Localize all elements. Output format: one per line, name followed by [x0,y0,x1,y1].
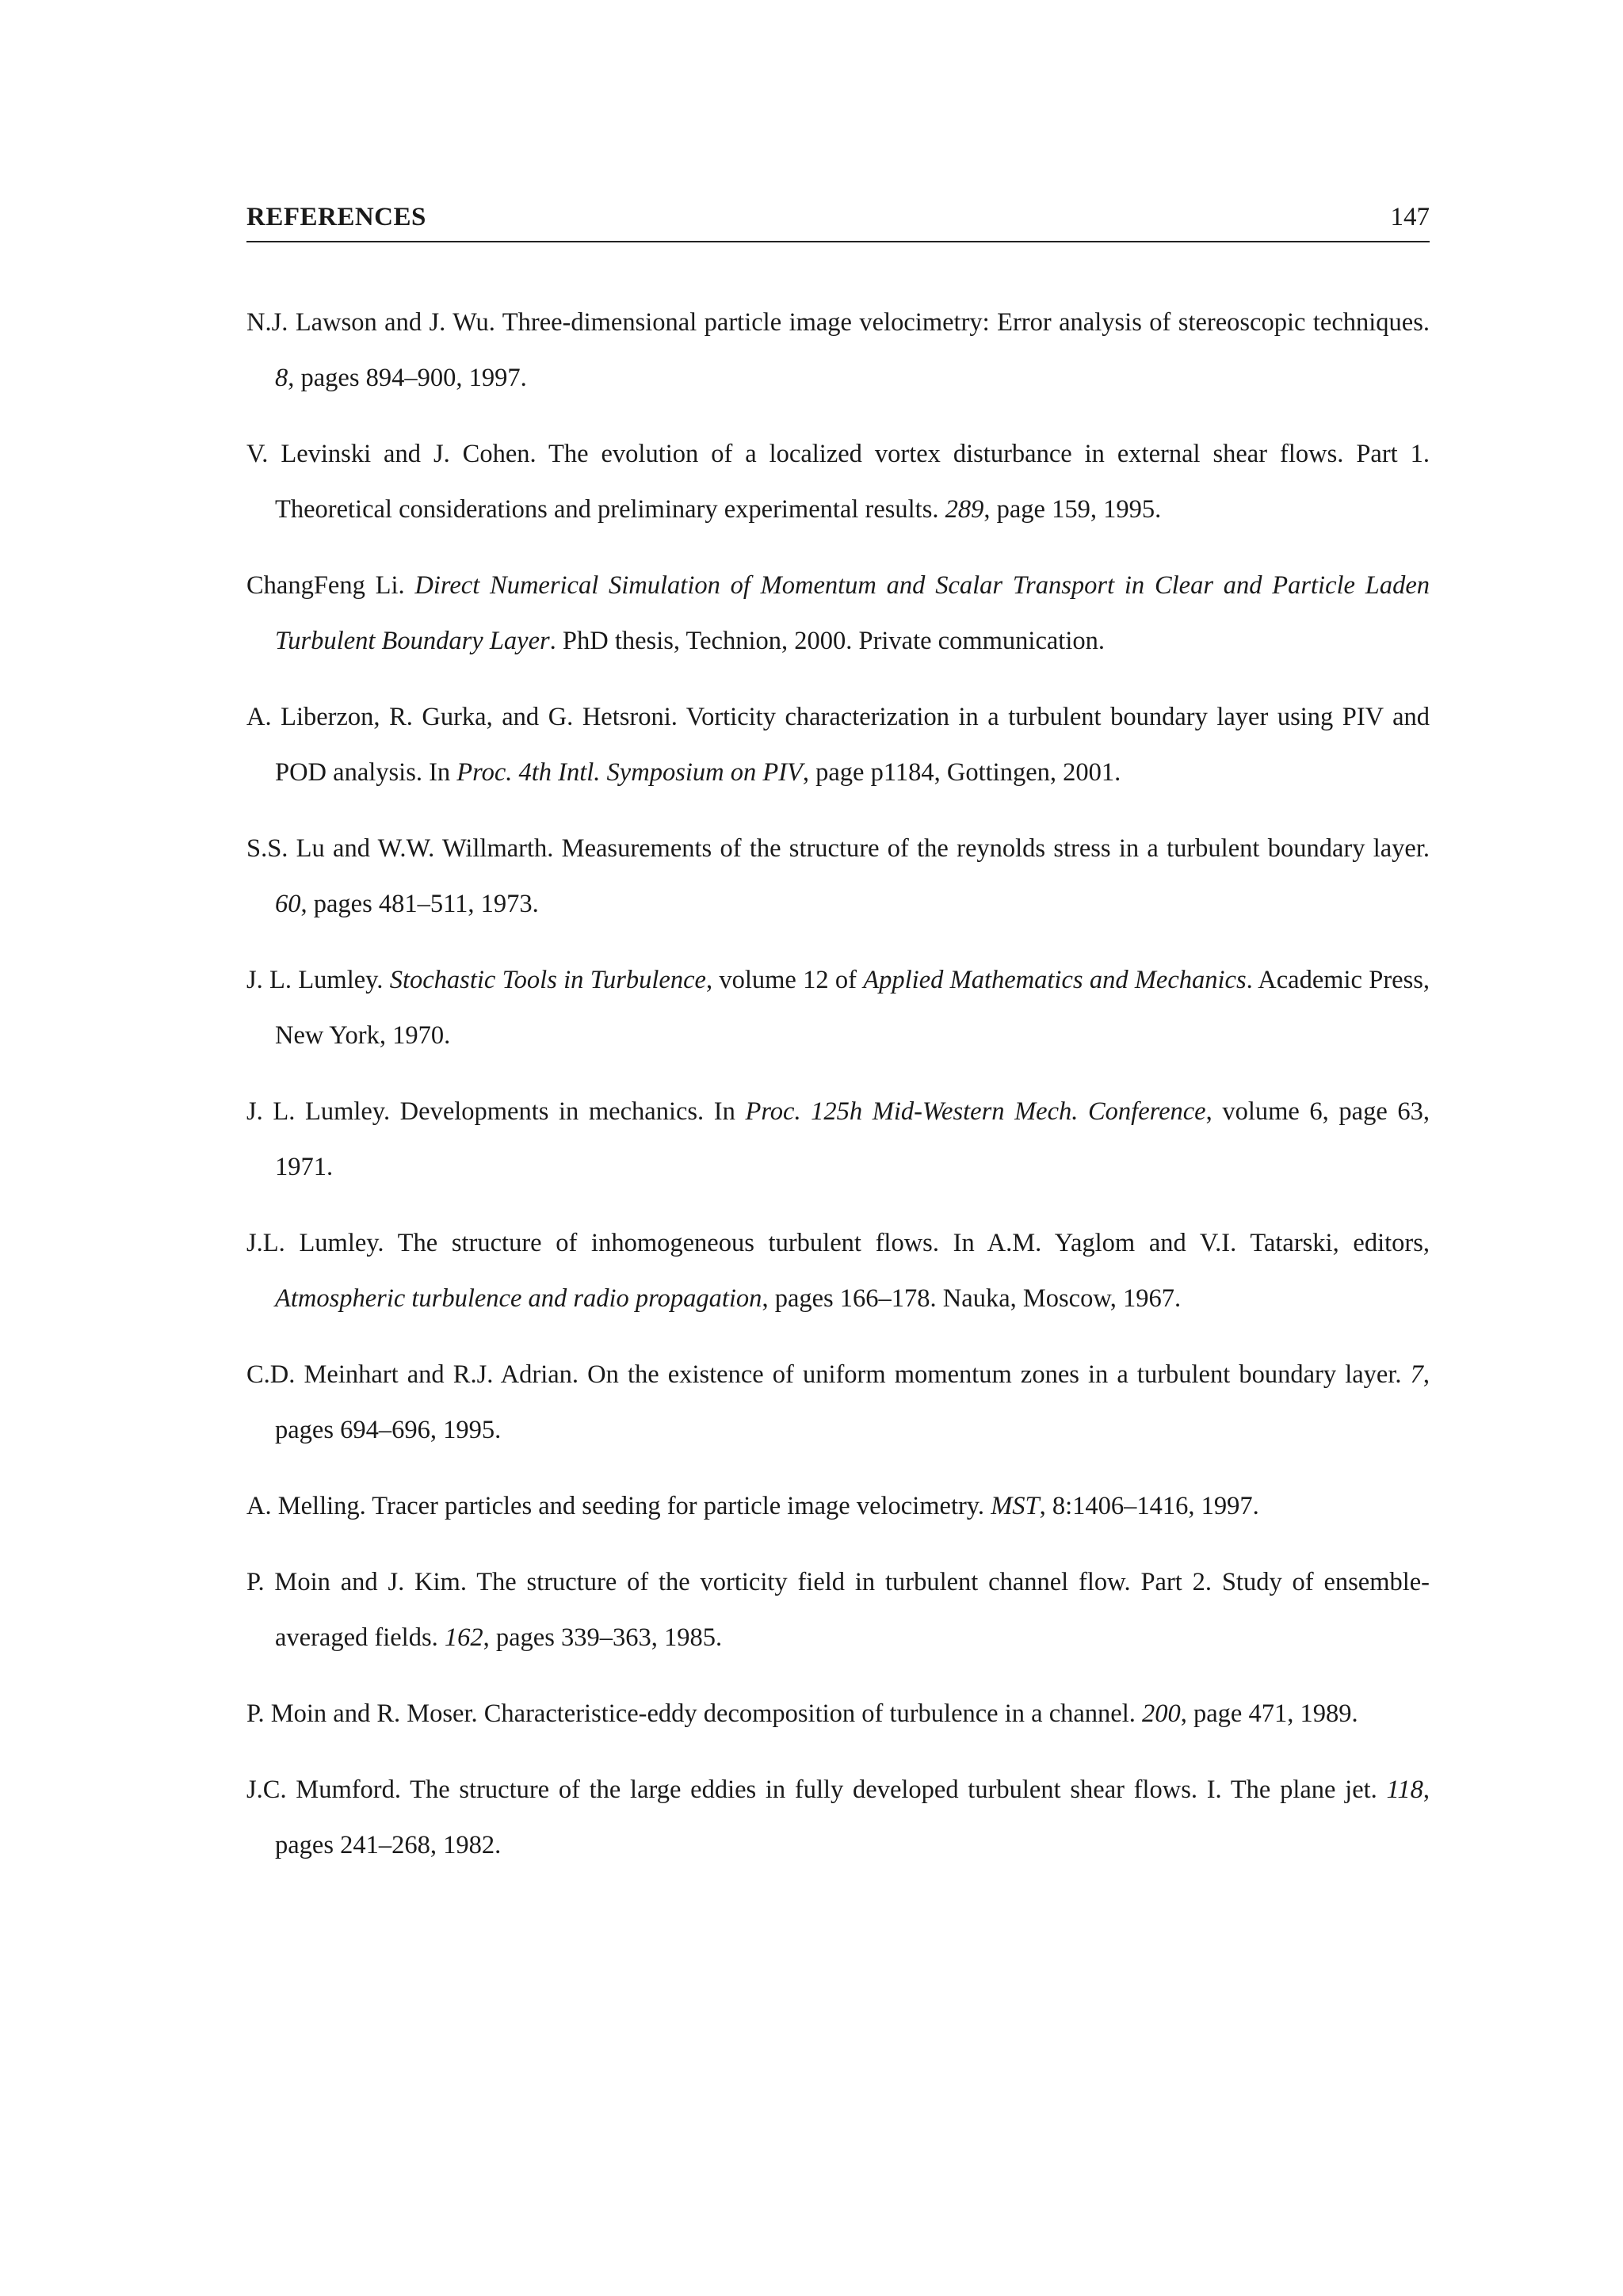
reference-text: P. Moin and J. Kim. The structure of the vorticity field in turbulent channel flow. Part 2. Study of ensemble-averaged fields. [246,1568,1430,1652]
reference-italic-text: Applied Mathematics and Mechanics [863,966,1247,994]
reference-entry [246,1762,1430,1873]
reference-entry [246,1084,1430,1195]
reference-text: J.L. Lumley. The structure of inhomogeneous turbulent flows. In A.M. Yaglom and V.I. Tatarski, editors, [246,1229,1430,1257]
reference-entry [246,952,1430,1063]
reference-entry [246,1347,1430,1458]
reference-text: . PhD thesis, Technion, 2000. Private communication. [549,627,1105,655]
reference-text: , volume 6, page 63, 1971. [275,1097,1430,1181]
reference-italic-text: Proc. 125h Mid-Western Mech. Conference [745,1097,1206,1126]
reference-entry [246,558,1430,669]
reference-text: , 8:1406–1416, 1997. [1039,1492,1259,1520]
reference-text: , pages 481–511, 1973. [300,890,539,918]
reference-text: , page 159, 1995. [983,495,1162,524]
reference-text: , pages 339–363, 1985. [483,1623,723,1652]
reference-italic-text: 60 [275,890,301,918]
reference-entry [246,1215,1430,1326]
reference-text: , pages 694–696, 1995. [275,1360,1430,1444]
reference-italic-text: 8 [275,364,288,392]
page-header [246,203,1430,242]
reference-text: , pages 894–900, 1997. [288,364,527,392]
reference-text: , pages 166–178. Nauka, Moscow, 1967. [762,1284,1182,1313]
reference-entry [246,295,1430,406]
reference-text: , page 471, 1989. [1180,1699,1358,1728]
reference-text: , page p1184, Gottingen, 2001. [802,758,1121,787]
reference-entry [246,1686,1430,1741]
reference-text: J. L. Lumley. Developments in mechanics. In [246,1097,746,1126]
reference-text: C.D. Meinhart and R.J. Adrian. On the existence of uniform momentum zones in a turbulent boundary layer. [246,1360,1411,1389]
reference-italic-text: 200 [1142,1699,1181,1728]
reference-text: . Academic Press, New York, 1970. [275,966,1430,1050]
reference-entry [246,1554,1430,1665]
running-head: REFERENCES [246,203,426,231]
reference-entry [246,426,1430,537]
reference-text: V. Levinski and J. Cohen. The evolution of a localized vortex disturbance in external shear flows. Part 1. Theoretical considerations and preliminary experimental results. [246,440,1430,524]
reference-italic-text: Stochastic Tools in Turbulence [389,966,706,994]
reference-italic-text: Proc. 4th Intl. Symposium on PIV [456,758,803,787]
reference-text: A. Liberzon, R. Gurka, and G. Hetsroni. Vorticity characterization in a turbulent boundary layer using PIV and POD analysis. In [246,703,1430,787]
reference-italic-text: Atmospheric turbulence and radio propagation [275,1284,762,1313]
reference-text: S.S. Lu and W.W. Willmarth. Measurements of the structure of the reynolds stress in a turbulent boundary layer. [246,834,1430,863]
reference-text: J. L. Lumley. [246,966,390,994]
reference-italic-text: Direct Numerical Simulation of Momentum and Scalar Transport in Clear and Particle Laden Turbulent Boundary Layer [275,571,1430,655]
reference-text: , pages 241–268, 1982. [275,1775,1430,1859]
reference-entry [246,821,1430,932]
reference-italic-text: 118 [1386,1775,1423,1804]
reference-list [246,295,1430,1894]
reference-italic-text: 7 [1410,1360,1423,1389]
reference-text: J.C. Mumford. The structure of the large eddies in fully developed turbulent shear flows. I. The plane jet. [246,1775,1387,1804]
page-number: 147 [1390,203,1430,231]
reference-text: N.J. Lawson and J. Wu. Three-dimensional particle image velocimetry: Error analysis of stereoscopic techniques. [246,308,1430,337]
reference-entry [246,689,1430,800]
reference-text: ChangFeng Li. [246,571,415,600]
reference-italic-text: 289 [945,495,984,524]
reference-text: A. Melling. Tracer particles and seeding for particle image velocimetry. [246,1492,991,1520]
reference-text: P. Moin and R. Moser. Characteristice-eddy decomposition of turbulence in a channel. [246,1699,1142,1728]
reference-italic-text: 162 [444,1623,483,1652]
reference-italic-text: MST [991,1492,1040,1520]
reference-entry [246,1478,1430,1534]
reference-text: , volume 12 of [705,966,864,994]
